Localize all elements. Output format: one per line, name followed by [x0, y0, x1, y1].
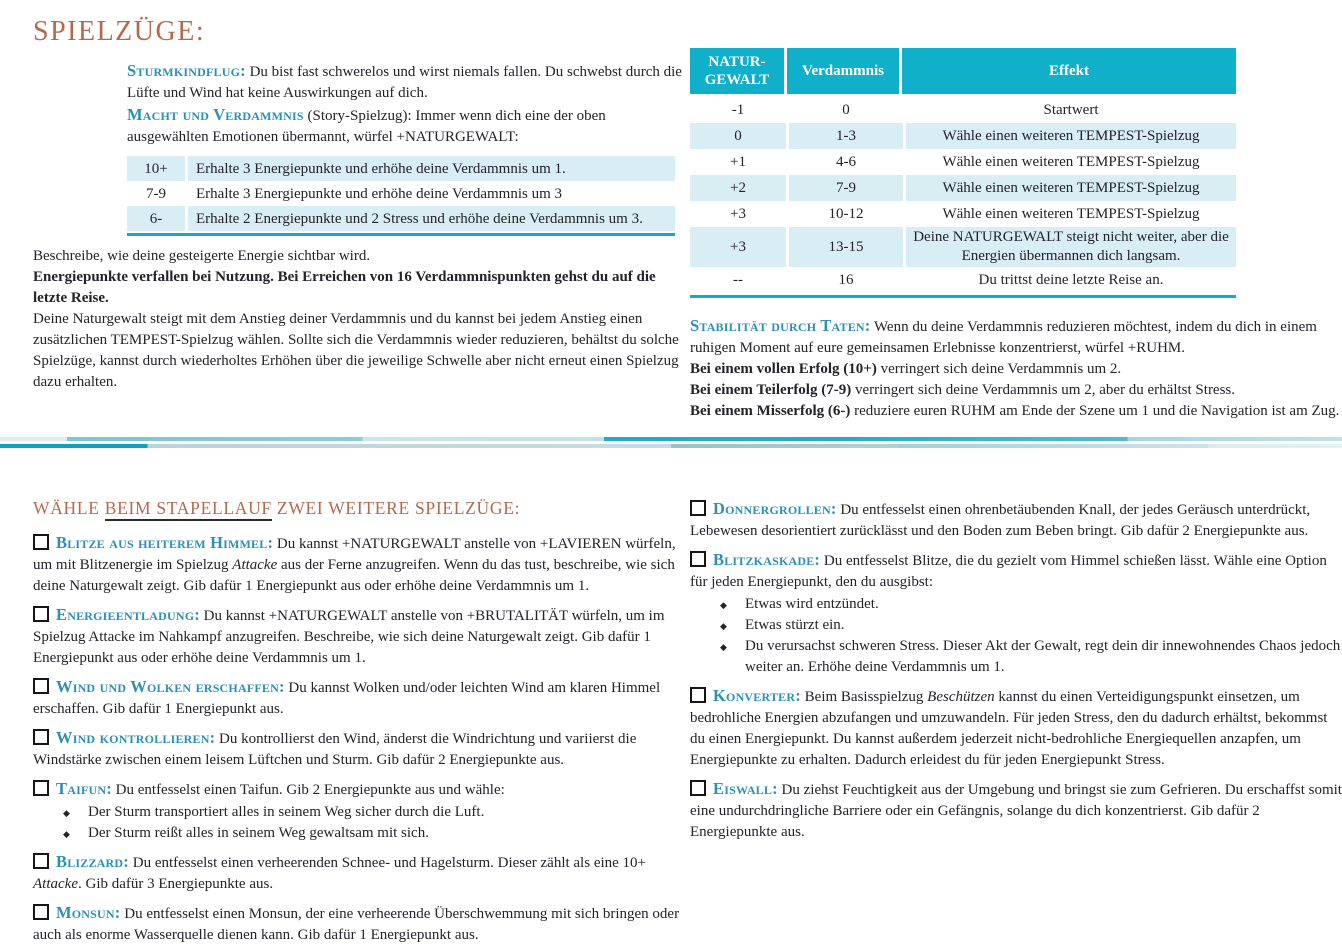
bullet-icon: [720, 615, 727, 637]
divider-stripe-bottom: [0, 444, 1342, 448]
header-naturgewalt: NATUR-GEWALT: [690, 48, 784, 94]
cell-verdammnis: 16: [838, 271, 854, 288]
roll-effect: Erhalte 3 Energiepunkte und erhöhe deine Verdammnis um 3: [196, 185, 563, 202]
move-blitze-aus-heiterem-himmel: [33, 532, 683, 597]
move-donnergrollen: [690, 498, 1342, 542]
cell-verdammnis: 13-15: [789, 227, 903, 267]
move-name: Stabilität durch Taten:: [690, 316, 871, 335]
cell-effekt: Du trittst deine letzte Reise an.: [978, 271, 1164, 288]
weitere-spielzuege-section: [690, 498, 1342, 850]
result-label: Bei einem Teilerfolg (7-9): [690, 382, 852, 398]
move-checkbox[interactable]: [690, 551, 706, 567]
cell-verdammnis: 10-12: [828, 205, 864, 222]
option-list: [33, 802, 683, 844]
bullet-icon: [63, 802, 70, 824]
section-heading: [33, 498, 683, 519]
option-text: Du verursachst schweren Stress. Dieser Akt der Gewalt, regt dein dir innewohnendes Chaos jedoch weiter an. Erhöhe deine Verdammnis um 1.: [745, 638, 1341, 675]
cell-naturgewalt: -1: [731, 101, 745, 118]
table-bottom-rule: [690, 295, 1236, 298]
list-item: [690, 636, 1342, 678]
option-list: [690, 594, 1342, 678]
move-text-italic: Beschützen: [927, 689, 995, 705]
heading-part: ZWEI WEITERE SPIELZÜGE:: [271, 498, 521, 518]
list-item: [690, 615, 1342, 636]
table-row: [690, 97, 1236, 123]
result-label: Bei einem vollen Erfolg (10+): [690, 361, 877, 377]
move-name: Monsun:: [56, 903, 121, 922]
move-energieentladung: [33, 604, 683, 669]
move-name: Eiswall:: [713, 779, 778, 798]
move-name: Donnergrollen:: [713, 499, 837, 518]
move-blizzard: [33, 851, 683, 895]
move-name: Konverter:: [713, 686, 801, 705]
naturgewalt-section: [690, 48, 1342, 422]
bullet-icon: [720, 594, 727, 616]
move-blitzkaskade: [690, 549, 1342, 678]
move-name: Energieentladung:: [56, 605, 200, 624]
move-text: Du kannst Wolken und/oder leichten Wind am klaren Himmel erschaffen. Gib dafür 1 Energiepunkt aus.: [33, 680, 661, 717]
bullet-icon: [63, 823, 70, 845]
move-wind-kontrollieren: [33, 727, 683, 771]
cell-naturgewalt: +3: [690, 227, 786, 267]
list-item: [690, 594, 1342, 615]
move-name: Sturmkindflug:: [127, 61, 246, 80]
cell-effekt: Wähle einen weiteren TEMPEST-Spielzug: [942, 205, 1200, 222]
note-text: Beschreibe, wie deine gesteigerte Energie sichtbar wird.: [33, 248, 371, 264]
cell-verdammnis: 1-3: [789, 123, 903, 149]
cell-naturgewalt: +2: [690, 175, 786, 201]
option-text: Der Sturm transportiert alles in seinem Weg sicher durch die Luft.: [88, 804, 485, 820]
move-text-italic: Attacke: [33, 876, 78, 892]
move-text: Du kannst +NATURGEWALT anstelle von +LAVIEREN würfeln, um mit Blitzenergie im Spielzug: [33, 536, 676, 573]
list-item: [33, 802, 683, 823]
move-name: Blitzkaskade:: [713, 550, 821, 569]
table-header-row: [690, 48, 1236, 94]
result-line: [690, 401, 1342, 422]
move-checkbox[interactable]: [690, 780, 706, 796]
move-text: Du entfesselst einen Monsun, der eine verheerende Überschwemmung mit sich bringen oder auch als enorme Wasserquelle dienen kann. Gib dafür 1 Energiepunkt aus.: [33, 906, 680, 943]
option-text: Etwas wird entzündet.: [745, 596, 879, 612]
bullet-icon: [720, 636, 727, 658]
list-item: [33, 823, 683, 844]
header-verdammnis: Verdammnis: [787, 48, 899, 94]
move-taifun: [33, 778, 683, 844]
roll-range: 10+: [127, 156, 185, 181]
move-checkbox[interactable]: [33, 534, 49, 550]
cell-verdammnis: 7-9: [789, 175, 903, 201]
roll-result-table: [127, 156, 675, 236]
move-text: Du bist fast schwerelos und wirst niemals fallen. Du schwebst durch die Lüfte und Wind hat keine Auswirkungen auf dich.: [127, 64, 682, 101]
table-row: [690, 227, 1236, 267]
move-name: Taifun:: [56, 779, 112, 798]
option-text: Etwas stürzt ein.: [745, 617, 845, 633]
divider-stripe-top: [0, 437, 1342, 441]
cell-effekt: Startwert: [1043, 101, 1099, 118]
roll-range: 7-9: [146, 185, 166, 202]
move-text: Du kannst +NATURGEWALT anstelle von +BRUTALITÄT würfeln, um im Spielzug Attacke im Nahkampf anzugreifen. Beschreibe, wie sich deine Naturgewalt zeigt. Gib dafür 1 Energiepunkt aus oder erhöhe deine Verdammnis um 1.: [33, 608, 665, 666]
move-text: Du entfesselst Blitze, die du gezielt vom Himmel schießen lässt. Wähle eine Option für jeden Energiepunkt, den du ausgibst:: [690, 553, 1327, 590]
move-text: Du entfesselst einen Taifun. Gib 2 Energiepunkte aus und wähle:: [115, 782, 505, 798]
move-checkbox[interactable]: [690, 687, 706, 703]
cell-effekt: Wähle einen weiteren TEMPEST-Spielzug: [906, 123, 1236, 149]
move-name: Blitze aus heiterem Himmel:: [56, 533, 274, 552]
move-text: Beim Basisspielzug: [804, 689, 928, 705]
table-row: [690, 201, 1236, 227]
section-divider: [0, 436, 1342, 450]
cell-naturgewalt: 0: [690, 123, 786, 149]
table-row: [690, 149, 1236, 175]
page-title: SPIELZÜGE:: [33, 16, 206, 47]
move-checkbox[interactable]: [33, 678, 49, 694]
roll-effect: Erhalte 3 Energiepunkte und erhöhe deine Verdammnis um 1.: [188, 156, 675, 181]
naturgewalt-table: [690, 48, 1236, 298]
cell-naturgewalt: +3: [730, 205, 746, 222]
move-monsun: [33, 902, 683, 946]
header-effekt: Effekt: [902, 48, 1236, 94]
move-text: (Story-Spielzug): Immer wenn dich eine der oben ausgewählten Emotionen übermannt, würfel +NATURGEWALT:: [127, 108, 606, 145]
heading-underlined: BEIM STAPELLAUF: [105, 498, 272, 521]
move-text: Du entfesselst einen ohrenbetäubenden Knall, der jedes Geräusch unterdrückt, Lebewesen desorientiert zurücklässt und den Boden zum Beben bringt. Gib dafür 2 Energiepunkte aus.: [690, 502, 1311, 539]
move-sturmkindflug: [127, 60, 683, 104]
move-macht-und-verdammnis: [127, 104, 683, 148]
result-line: [690, 380, 1342, 401]
move-eiswall: [690, 778, 1342, 843]
result-text: verringert sich deine Verdammnis um 2.: [876, 361, 1122, 377]
spielzuege-section: [33, 16, 683, 393]
move-checkbox[interactable]: [33, 606, 49, 622]
cell-naturgewalt: +1: [730, 153, 746, 170]
table-row: [690, 267, 1236, 293]
cell-verdammnis: 4-6: [836, 153, 856, 170]
table-row: [127, 206, 675, 231]
move-text-italic: Attacke: [232, 557, 278, 573]
move-checkbox[interactable]: [33, 853, 49, 869]
result-text: verringert sich deine Verdammnis um 2, aber du erhältst Stress.: [851, 382, 1236, 398]
move-checkbox[interactable]: [33, 729, 49, 745]
stapellauf-section: [33, 498, 683, 949]
move-text: Wenn du deine Verdammnis reduzieren möchtest, indem du dich in einem ruhigen Moment auf eure gemeinsamen Erlebnisse konzentrierst, würfel +RUHM.: [690, 319, 1317, 356]
result-line: [690, 359, 1342, 380]
table-row: [690, 123, 1236, 149]
move-text: kannst du einen Verteidigungspunkt einsetzen, um bedrohliche Energien abzufangen und umzuwandeln. Für jeden Stress, den du dadurch erhältst, bekommst du einen Energiepunkt. Du kannst außerdem jederzeit nicht-bedrohliche Energiequellen anzapfen, um Energiepunkte zu erhalten. Dadurch erleidest du für jeden Energiepunkt Stress.: [690, 689, 1328, 768]
move-wind-und-wolken-erschaffen: [33, 676, 683, 720]
table-row: [690, 175, 1236, 201]
table-bottom-rule: [127, 233, 675, 236]
move-name: Macht und Verdammnis: [127, 105, 304, 124]
move-konverter: [690, 685, 1342, 771]
move-name: Wind kontrollieren:: [56, 728, 216, 747]
result-text: reduziere euren RUHM am Ende der Szene um 1 und die Navigation ist am Zug.: [850, 403, 1340, 419]
move-checkbox[interactable]: [690, 500, 706, 516]
move-name: Blizzard:: [56, 852, 129, 871]
result-label: Bei einem Misserfolg (6-): [690, 403, 851, 419]
move-text: Du ziehst Feuchtigkeit aus der Umgebung und bringst sie zum Gefrieren. Du erschaffst somit eine undurchdringliche Barriere oder ein Gefängnis, solange du dich konzentrierst. Gib dafür 2 Energiepunkte aus.: [690, 782, 1342, 840]
move-checkbox[interactable]: [33, 780, 49, 796]
stability-paragraph: [690, 315, 1342, 359]
roll-effect: Erhalte 2 Energiepunkte und 2 Stress und erhöhe deine Verdammnis um 3.: [188, 206, 675, 231]
progression-text: Deine Naturgewalt steigt mit dem Anstieg deiner Verdammnis und du kannst bei jedem Anstieg einen zusätzlichen TEMPEST-Spielzug wählen. Sollte sich die Verdammnis wieder reduzieren, behältst du solche Spielzüge, kannst durch wiederholtes Erhöhen über die jeweilige Schwelle aber nicht erneut einen Spielzug dazu erhalten.: [33, 311, 679, 390]
move-name: Wind und Wolken erschaffen:: [56, 677, 285, 696]
table-row: [127, 156, 675, 181]
move-checkbox[interactable]: [33, 904, 49, 920]
warning-text: Energiepunkte verfallen bei Nutzung. Bei Erreichen von 16 Verdammnispunkten gehst du auf die letzte Reise.: [33, 269, 656, 306]
roll-range: 6-: [127, 206, 185, 231]
cell-effekt: Wähle einen weiteren TEMPEST-Spielzug: [906, 175, 1236, 201]
move-text: Du kontrollierst den Wind, änderst die Windrichtung und variierst die Windstärke zwischen einem leisem Lüftchen und Sturm. Gib dafür 2 Energiepunkte aus.: [33, 731, 637, 768]
table-row: [127, 181, 675, 206]
move-text: aus der Ferne anzugreifen. Wenn du das tust, beschreibe, wie sich deine Naturgewalt zeigt. Gib dafür 1 Energiepunkt aus oder erhöhe deine Verdammnis um 1.: [33, 557, 675, 594]
cell-verdammnis: 0: [842, 101, 850, 118]
option-text: Der Sturm reißt alles in seinem Weg gewaltsam mit sich.: [88, 825, 429, 841]
cell-effekt: Deine NATURGEWALT steigt nicht weiter, aber die Energien übermannen dich langsam.: [906, 227, 1236, 267]
heading-part: WÄHLE: [33, 498, 105, 518]
move-text: Du entfesselst einen verheerenden Schnee- und Hagelsturm. Dieser zählt als eine 10+: [132, 855, 647, 871]
cell-effekt: Wähle einen weiteren TEMPEST-Spielzug: [942, 153, 1200, 170]
intro-block: [127, 60, 683, 236]
cell-naturgewalt: --: [733, 271, 743, 288]
move-text: . Gib dafür 3 Energiepunkte aus.: [77, 876, 274, 892]
